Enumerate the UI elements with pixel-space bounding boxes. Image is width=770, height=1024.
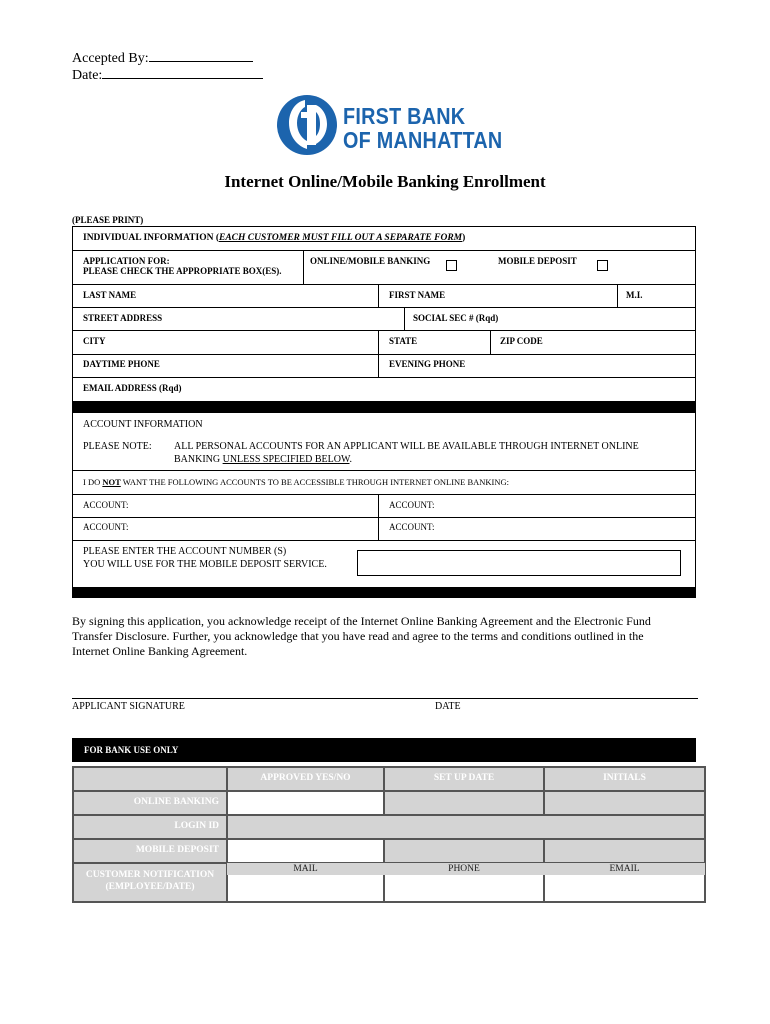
bank-logo-icon [275,94,339,156]
section-divider [72,401,696,412]
zip-code-field[interactable]: ZIP CODE [500,336,543,346]
mobile-deposit-checkbox[interactable] [597,260,608,271]
section-divider-2 [72,587,696,598]
signature-date-label: DATE [435,701,461,712]
agreement-line-1: By signing this application, you acknowledge receipt of the Internet Online Banking Agreement and the Electronic Fund [72,614,651,628]
accepted-by-line [149,48,253,62]
individual-info-heading: INDIVIDUAL INFORMATION (EACH CUSTOMER MUST FILL OUT A SEPARATE FORM) [83,233,466,243]
mail-label: MAIL [293,864,318,874]
online-mobile-checkbox[interactable] [446,260,457,271]
deposit-instruction-1: PLEASE ENTER THE ACCOUNT NUMBER (S) [83,546,287,557]
online-banking-setup-cell[interactable] [384,791,544,815]
please-note-label: PLEASE NOTE: [83,441,152,452]
login-id-cell[interactable] [227,815,705,839]
ssn-field[interactable]: SOCIAL SEC # (Rqd) [413,313,499,323]
online-banking-approved-cell[interactable] [227,791,384,815]
note-line-1: ALL PERSONAL ACCOUNTS FOR AN APPLICANT WILL BE AVAILABLE THROUGH INTERNET ONLINE [174,441,639,452]
last-name-field[interactable]: LAST NAME [83,290,137,300]
bank-name-line2: OF MANHATTAN [343,127,503,153]
account-info-heading: ACCOUNT INFORMATION [83,419,203,430]
mobile-deposit-initials-cell[interactable] [544,839,705,863]
deposit-account-input[interactable] [357,550,681,576]
mobile-deposit-label: MOBILE DEPOSIT [498,256,577,266]
city-field[interactable]: CITY [83,336,106,346]
bank-use-heading: FOR BANK USE ONLY [84,745,179,755]
evening-phone-field[interactable]: EVENING PHONE [389,359,466,369]
form-title: Internet Online/Mobile Banking Enrollment [224,172,546,191]
date-label: Date: [72,68,103,83]
state-field[interactable]: STATE [389,336,418,346]
approved-header: APPROVED YES/NO [260,773,351,783]
phone-label: PHONE [448,864,480,874]
date-line [102,65,263,79]
please-print-note: (PLEASE PRINT) [72,215,144,225]
signature-line[interactable] [72,698,698,699]
applicant-signature-label: APPLICANT SIGNATURE [72,701,185,712]
agreement-line-2: Transfer Disclosure. Further, you acknowledge that you have read and agree to the terms and conditions outlined in the [72,629,644,643]
account-field-2[interactable]: ACCOUNT: [389,500,435,510]
check-boxes-instruction: PLEASE CHECK THE APPROPRIATE BOX(ES). [83,266,282,276]
bank-name-line1: FIRST BANK [343,103,466,129]
date-field[interactable] [72,65,263,84]
email-address-field[interactable]: EMAIL ADDRESS (Rqd) [83,383,182,393]
account-field-1[interactable]: ACCOUNT: [83,500,129,510]
login-id-row-label: LOGIN ID [174,821,219,831]
email-label: EMAIL [609,864,640,874]
mobile-deposit-setup-cell[interactable] [384,839,544,863]
agreement-line-3: Internet Online Banking Agreement. [72,644,248,658]
application-for-label: APPLICATION FOR: [83,256,170,266]
customer-notification-row-label: CUSTOMER NOTIFICATION (EMPLOYEE/DATE) [85,870,215,892]
first-name-field[interactable]: FIRST NAME [389,290,446,300]
mobile-deposit-row-label: MOBILE DEPOSIT [135,845,219,855]
daytime-phone-field[interactable]: DAYTIME PHONE [83,359,160,369]
mobile-deposit-approved-cell[interactable] [227,839,384,863]
initials-header: INITIALS [603,773,646,783]
account-field-3[interactable]: ACCOUNT: [83,522,129,532]
account-field-4[interactable]: ACCOUNT: [389,522,435,532]
street-address-field[interactable]: STREET ADDRESS [83,313,163,323]
setup-date-header: SET UP DATE [433,773,495,783]
online-mobile-label: ONLINE/MOBILE BANKING [310,256,431,266]
middle-initial-field[interactable]: M.I. [626,290,643,300]
deposit-instruction-2: YOU WILL USE FOR THE MOBILE DEPOSIT SERVICE. [83,559,327,570]
online-banking-row-label: ONLINE BANKING [133,797,219,807]
online-banking-initials-cell[interactable] [544,791,705,815]
accepted-by-label: Accepted By: [72,51,149,66]
exclude-accounts-instruction: I DO NOT WANT THE FOLLOWING ACCOUNTS TO BE ACCESSIBLE THROUGH INTERNET ONLINE BANKING: [83,477,510,487]
note-line-2: BANKING UNLESS SPECIFIED BELOW. [174,454,352,465]
individual-info-section [72,226,696,402]
